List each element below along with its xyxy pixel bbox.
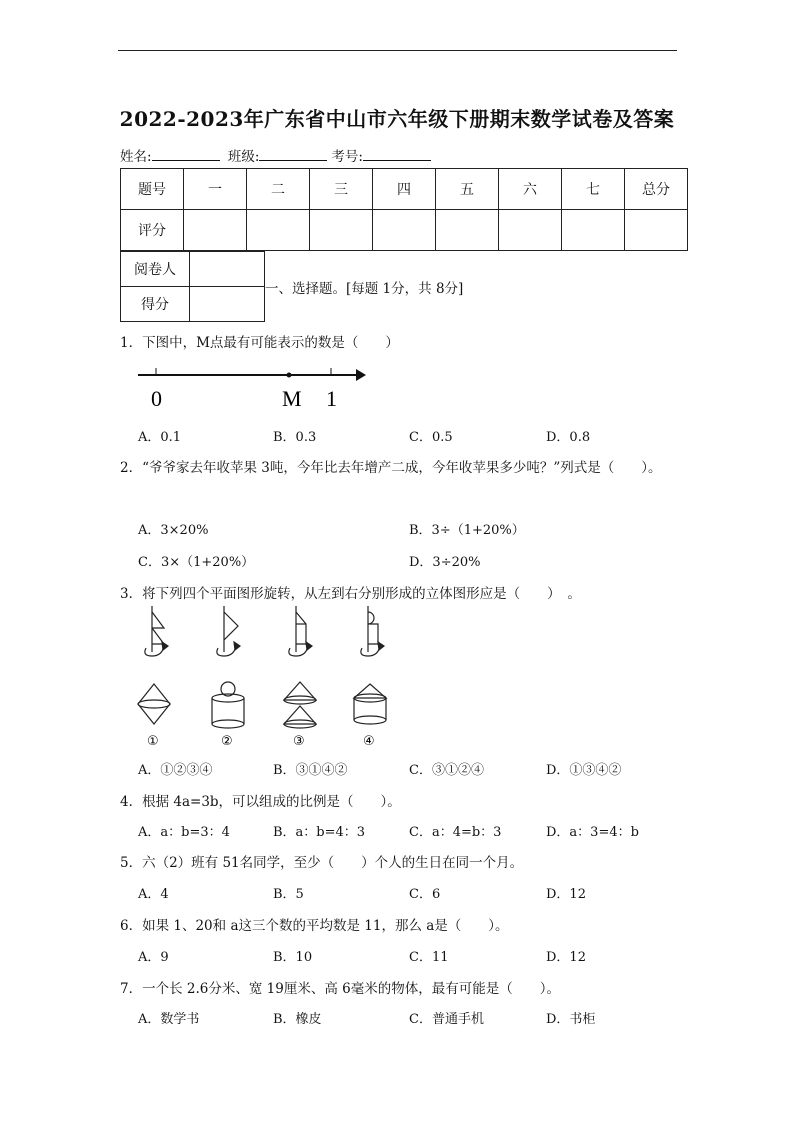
question-7: 7．一个长 2.6分米、宽 19厘米、高 6毫米的物体，最有可能是（ ）。 (120, 981, 560, 997)
q1-option-b[interactable]: B．0.3 (273, 430, 317, 445)
header-cell: 题号 (121, 169, 184, 210)
label-0: 0 (151, 386, 162, 410)
solid-figure-3 (284, 682, 316, 728)
header-cell: 五 (436, 169, 499, 210)
question-2: 2．“爷爷家去年收苹果 3吨，今年比去年增产二成，今年收苹果多少吨？”列式是（ ）。 (120, 460, 662, 476)
q3-option-d[interactable]: D．①③④② (546, 763, 622, 778)
solid-figure-4 (354, 684, 386, 724)
q3-option-b[interactable]: B．③①④② (273, 763, 348, 778)
score-cell[interactable] (436, 210, 499, 251)
q5-option-b[interactable]: B．5 (273, 887, 304, 902)
flat-figure-3 (289, 606, 312, 656)
class-blank[interactable] (259, 148, 327, 161)
id-label: 考号: (331, 149, 363, 165)
id-blank[interactable] (363, 148, 431, 161)
solid-label-1: ① (147, 734, 159, 748)
score-table-header-row (121, 169, 688, 210)
score-table (120, 168, 688, 251)
grader-table (120, 251, 265, 322)
number-line-figure (138, 360, 370, 410)
grader-score-label: 得分 (121, 287, 190, 322)
q5-option-c[interactable]: C．6 (409, 887, 441, 902)
q2-option-d[interactable]: D．3÷20% (409, 555, 481, 570)
page-title: 2022-2023年广东省中山市六年级下册期末数学试卷及答案 (119, 107, 675, 131)
reviewer-label: 阅卷人 (121, 252, 190, 287)
solid-figure-1 (138, 684, 170, 724)
q5-option-a[interactable]: A．4 (138, 887, 169, 902)
q6-option-d[interactable]: D．12 (546, 950, 586, 965)
question-4: 4．根据 4a=3b，可以组成的比例是（ ）。 (120, 794, 401, 810)
header-cell: 一 (184, 169, 247, 210)
header-cell: 总分 (625, 169, 688, 210)
q1-option-a[interactable]: A．0.1 (138, 430, 182, 445)
class-label: 班级: (227, 149, 260, 165)
score-cell[interactable] (310, 210, 373, 251)
solid-figure-2 (212, 682, 244, 728)
number-line-arrow-icon (356, 369, 366, 381)
q6-option-a[interactable]: A．9 (138, 950, 169, 965)
solid-label-4: ④ (363, 734, 375, 748)
q6-option-c[interactable]: C．11 (409, 950, 449, 965)
rotation-figures (132, 606, 402, 748)
q7-option-d[interactable]: D．书柜 (546, 1012, 596, 1027)
grader-score-cell[interactable] (190, 287, 265, 322)
q1-option-d[interactable]: D．0.8 (546, 430, 591, 445)
question-6: 6．如果 1、20和 a这三个数的平均数是 11，那么 a是（ ）。 (120, 918, 509, 934)
header-cell: 四 (373, 169, 436, 210)
q3-option-c[interactable]: C．③①②④ (409, 763, 484, 778)
score-cell[interactable] (562, 210, 625, 251)
score-cell[interactable] (184, 210, 247, 251)
section-title: 一、选择题。[每题 1分，共 8分] (265, 281, 464, 297)
q7-option-b[interactable]: B．橡皮 (273, 1012, 322, 1027)
label-1: 1 (326, 386, 337, 410)
name-label: 姓名: (120, 149, 152, 165)
q4-option-c[interactable]: C．a：4=b：3 (409, 825, 502, 840)
q4-option-d[interactable]: D．a：3=4：b (546, 825, 639, 840)
header-rule (118, 50, 677, 51)
student-info-line (120, 145, 435, 165)
score-cell[interactable] (247, 210, 310, 251)
label-m: M (282, 386, 302, 410)
q2-option-b[interactable]: B．3÷（1+20%） (409, 523, 525, 538)
q6-option-b[interactable]: B．10 (273, 950, 313, 965)
score-cell[interactable] (625, 210, 688, 251)
header-cell: 七 (562, 169, 625, 210)
flat-figure-4 (361, 606, 384, 656)
solid-label-3: ③ (293, 734, 305, 748)
question-5: 5．六（2）班有 51名同学，至少（ ）个人的生日在同一个月。 (120, 855, 524, 871)
score-cell[interactable] (499, 210, 562, 251)
flat-figure-1 (145, 606, 168, 656)
q1-option-c[interactable]: C．0.5 (409, 430, 453, 445)
score-cell[interactable] (373, 210, 436, 251)
q7-option-c[interactable]: C．普通手机 (409, 1012, 484, 1027)
header-cell: 三 (310, 169, 373, 210)
q4-option-b[interactable]: B．a：b=4：3 (273, 825, 366, 840)
q5-option-d[interactable]: D．12 (546, 887, 586, 902)
header-cell: 二 (247, 169, 310, 210)
header-cell: 六 (499, 169, 562, 210)
q3-option-a[interactable]: A．①②③④ (138, 763, 213, 778)
q2-option-a[interactable]: A．3×20% (138, 523, 209, 538)
point-m (287, 373, 292, 378)
q2-option-c[interactable]: C．3×（1+20%） (138, 555, 255, 570)
question-3: 3．将下列四个平面图形旋转，从左到右分别形成的立体图形应是（ ） 。 (120, 586, 581, 602)
name-blank[interactable] (152, 148, 220, 161)
q4-option-a[interactable]: A．a：b=3：4 (138, 825, 230, 840)
score-table-score-row (121, 210, 688, 251)
q7-option-a[interactable]: A．数学书 (138, 1012, 200, 1027)
question-1: 1．下图中，M点最有可能表示的数是（ ） (120, 335, 399, 351)
reviewer-cell[interactable] (190, 252, 265, 287)
score-row-label: 评分 (121, 210, 184, 251)
flat-figure-2 (217, 606, 240, 656)
solid-label-2: ② (221, 734, 233, 748)
